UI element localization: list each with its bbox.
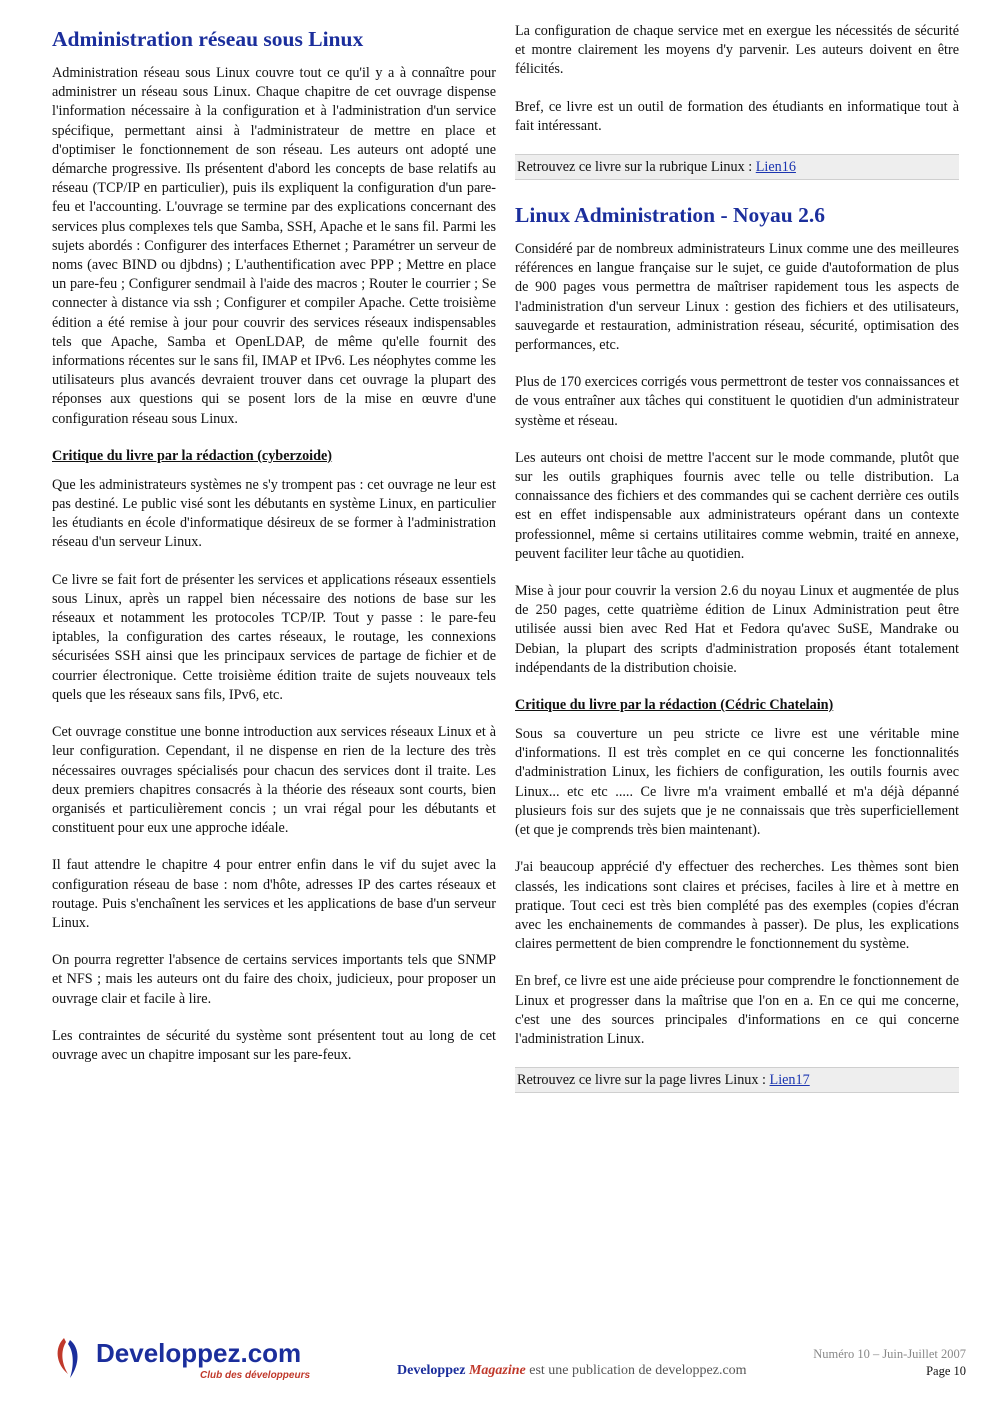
critique-heading: Critique du livre par la rédaction (Cédric Chatelain) <box>515 697 834 714</box>
developpez-logo <box>50 1330 310 1386</box>
article-title-network-admin: Administration réseau sous Linux <box>52 27 364 51</box>
article-paragraph: Les auteurs ont choisi de mettre l'accent sur le mode commande, plutôt que sur les outils graphiques fournis avec telle ou telle distribution. La connaissance des fichiers et des commandes qui se cachent derrière ces outils est en effet indispensable aux administrateurs opérant dans un contexte professionnel, même si certains utilitaires comme webmin, traité en annexe, peuvent faciliter leur tâche au quotidien. <box>515 449 959 562</box>
critique-paragraph: Cet ouvrage constitue une bonne introduction aux services réseaux Linux et à leur configuration. Cependant, il ne dispense en rien de la lecture des très nécessaires ouvrages spécialisés pour chacun des services dont il traite. Les deux premiers chapitres consacrés à la théorie des réseaux sont courts, bien organisés et particulièrement concis ; un vrai régal pour les débutants et constituent pour eux une approche idéale. <box>52 724 496 837</box>
article-intro: Administration réseau sous Linux couvre tout ce qu'il y a à connaître pour administrer un réseau sous Linux. Chaque chapitre de cet ouvrage dispense l'information nécessaire à la configuration et à l'administration d'un service spécifique, permettant ainsi à l'administrateur de mettre en place et d'optimiser le fonctionnement de son réseau. Les auteurs ont adopté une démarche progressive. Ils présentent d'abord les concepts de base relatifs au réseau (TCP/IP en particulier), puis ils expliquent la configuration d'un pare-feu et l'accounting. L'ouvrage se termine par des explications concernant des services plus complexes tels que Samba, SSH, Apache et le sans fil. Parmi les sujets abordés : Configurer des interfaces Ethernet ; Paramétrer un serveur de noms (avec BIND ou djbdns) ; L'authentification avec PPP ; Mettre en place un pare-feu ; Configurer sendmail à l'aide des macros ; Router le courrier ; Se connecter à distance via ssh ; Configurer et compiler Apache. Cette troisième édition a été remise à jour pour couvrir des services réseaux indispensables tels que Apache, Samba et OpenLDAP, de même qu'elle fournit des informations récentes sur le sans fil, IMAP et IPv6. Les néophytes comme les utilisateurs plus avancés devraient trouver dans cet ouvrage la plupart des réponses aux questions qui se posent lors de la mise en œuvre d'une configuration réseau sous Linux. <box>52 65 496 427</box>
logo-tagline: Club des développeurs <box>200 1370 310 1381</box>
book-link-text: Retrouvez ce livre sur la rubrique Linux : <box>517 159 756 176</box>
footer-page-number: Page 10 <box>926 1364 966 1378</box>
article-paragraph: Plus de 170 exercices corrigés vous permettront de tester vos connaissances et de vous entraîner aux tâches qui constituent le quotidien d'un administrateur système et réseau. <box>515 374 960 429</box>
continued-paragraph: Bref, ce livre est un outil de formation des étudiants en informatique tout à fait intéressant. <box>515 98 959 134</box>
book-link-bar <box>515 1067 959 1093</box>
left-column <box>52 22 496 1083</box>
continued-paragraph: La configuration de chaque service met en exergue les nécessités de sécurité et montre clairement les moyens d'y parvenir. Les auteurs doivent en être félicités. <box>515 23 959 78</box>
book-link-bar <box>515 154 959 180</box>
book-link-text: Retrouvez ce livre sur la page livres Linux : <box>517 1072 770 1089</box>
critique-paragraph: J'ai beaucoup apprécié d'y effectuer des recherches. Les thèmes sont bien classés, les indications sont claires et précises, faciles à lire et à mettre en pratique. Tout ceci est très bien complété pas des exemples (copies d'écran avec les enchainements de commandes à passer). De plus, les explications claires permettent de bien comprendre le fonctionnement du système. <box>515 859 959 953</box>
critique-paragraph: En bref, ce livre est une aide précieuse pour comprendre le fonctionnement de Linux et progresser dans la maîtrise que l'on en a. En ce qui me concerne, c'est une des sources principales d'informations en ce qui concerne l'administration Linux. <box>515 973 959 1047</box>
critique-paragraph: On pourra regretter l'absence de certains services importants tels que SNMP et NFS ; mais les auteurs ont du faire des choix, judicieux, pour proposer un ouvrage clair et facile à lire. <box>52 952 496 1007</box>
logo-text: Developpez.com <box>96 1338 302 1368</box>
critique-paragraph: Les contraintes de sécurité du système sont présentent tout au long de cet ouvrage avec un chapitre imposant sur les pare-feux. <box>52 1027 496 1063</box>
critique-paragraph: Sous sa couverture un peu stricte ce livre est une véritable mine d'informations. Il est très complet en ce qui concerne les fonctionnalités d'administration Linux, les fichiers de configuration, les outils fournis avec Linux... etc etc ..... Ce livre m'a vraiment emballé et m'a déjà dépanné plusieurs fois sur des sujets que je ne connaissais que très superficiellement (et que je comprends très bien maintenant). <box>515 726 959 839</box>
article-title-linux-admin: Linux Administration - Noyau 2.6 <box>515 203 826 228</box>
footer-magazine: Magazine <box>468 1363 526 1378</box>
critique-paragraph: Il faut attendre le chapitre 4 pour entrer enfin dans le vif du sujet avec la configuration réseau de base : nom d'hôte, adresses IP des cartes réseaux et routage. Puis s'enchaînent les services et les applications de base d'un serveur Linux. <box>52 857 496 931</box>
footer-publication <box>397 1363 747 1379</box>
footer-publication-text: est une publication de developpez.com <box>525 1363 747 1378</box>
footer-issue: Numéro 10 – Juin-Juillet 2007 <box>813 1347 966 1361</box>
article-paragraph: Considéré par de nombreux administrateurs Linux comme une des meilleures références en langue française sur le sujet, ce guide d'autoformation de plus de 900 pages vous permettra de maîtriser rapidement tous les aspects de l'administration d'un serveur Linux : gestion des fichiers et des utilisateurs, sauvegarde et restauration, administration réseau, sécurité, optimisation des performances, etc. <box>515 241 959 354</box>
developpez-logo-icon <box>50 1330 310 1386</box>
book-link-lien17[interactable]: Lien17 <box>769 1072 810 1089</box>
footer-brand: Developpez <box>397 1363 466 1378</box>
critique-paragraph: Que les administrateurs systèmes ne s'y trompent pas : cet ouvrage ne leur est pas destiné. Le public visé sont les débutants en système Linux, en particulier les étudiants en école d'informatique désireux de se former à l'administration réseau d'un serveur Linux. <box>52 476 496 551</box>
book-link-lien16[interactable]: Lien16 <box>755 159 796 176</box>
critique-paragraph: Ce livre se fait fort de présenter les services et applications réseaux essentiels sous Linux, après un rappel bien nécessaire des notions de base sur les réseaux et notamment les protocoles TCP/IP. Tout y passe : le pare-feu iptables, la configuration des cartes réseaux, le routage, les connexions sécurisées SSH ainsi que les principaux services de partage de fichier et de courrier électronique. Cette troisième édition traite de sujets nouveaux tels quels que les réseaux sans fils, IPv6, etc. <box>52 571 496 703</box>
article-paragraph: Mise à jour pour couvrir la version 2.6 du noyau Linux et augmentée de plus de 250 pages, cette quatrième édition de Linux Administration peut être utilisée aussi bien avec Red Hat et Fedora qu'avec SuSE, Mandrake ou Debian, la plupart des scripts d'administration proposés étant totalement indépendants de la distribution choisie. <box>515 583 959 676</box>
right-column <box>515 22 959 1115</box>
critique-heading: Critique du livre par la rédaction (cyberzoide) <box>52 447 333 464</box>
